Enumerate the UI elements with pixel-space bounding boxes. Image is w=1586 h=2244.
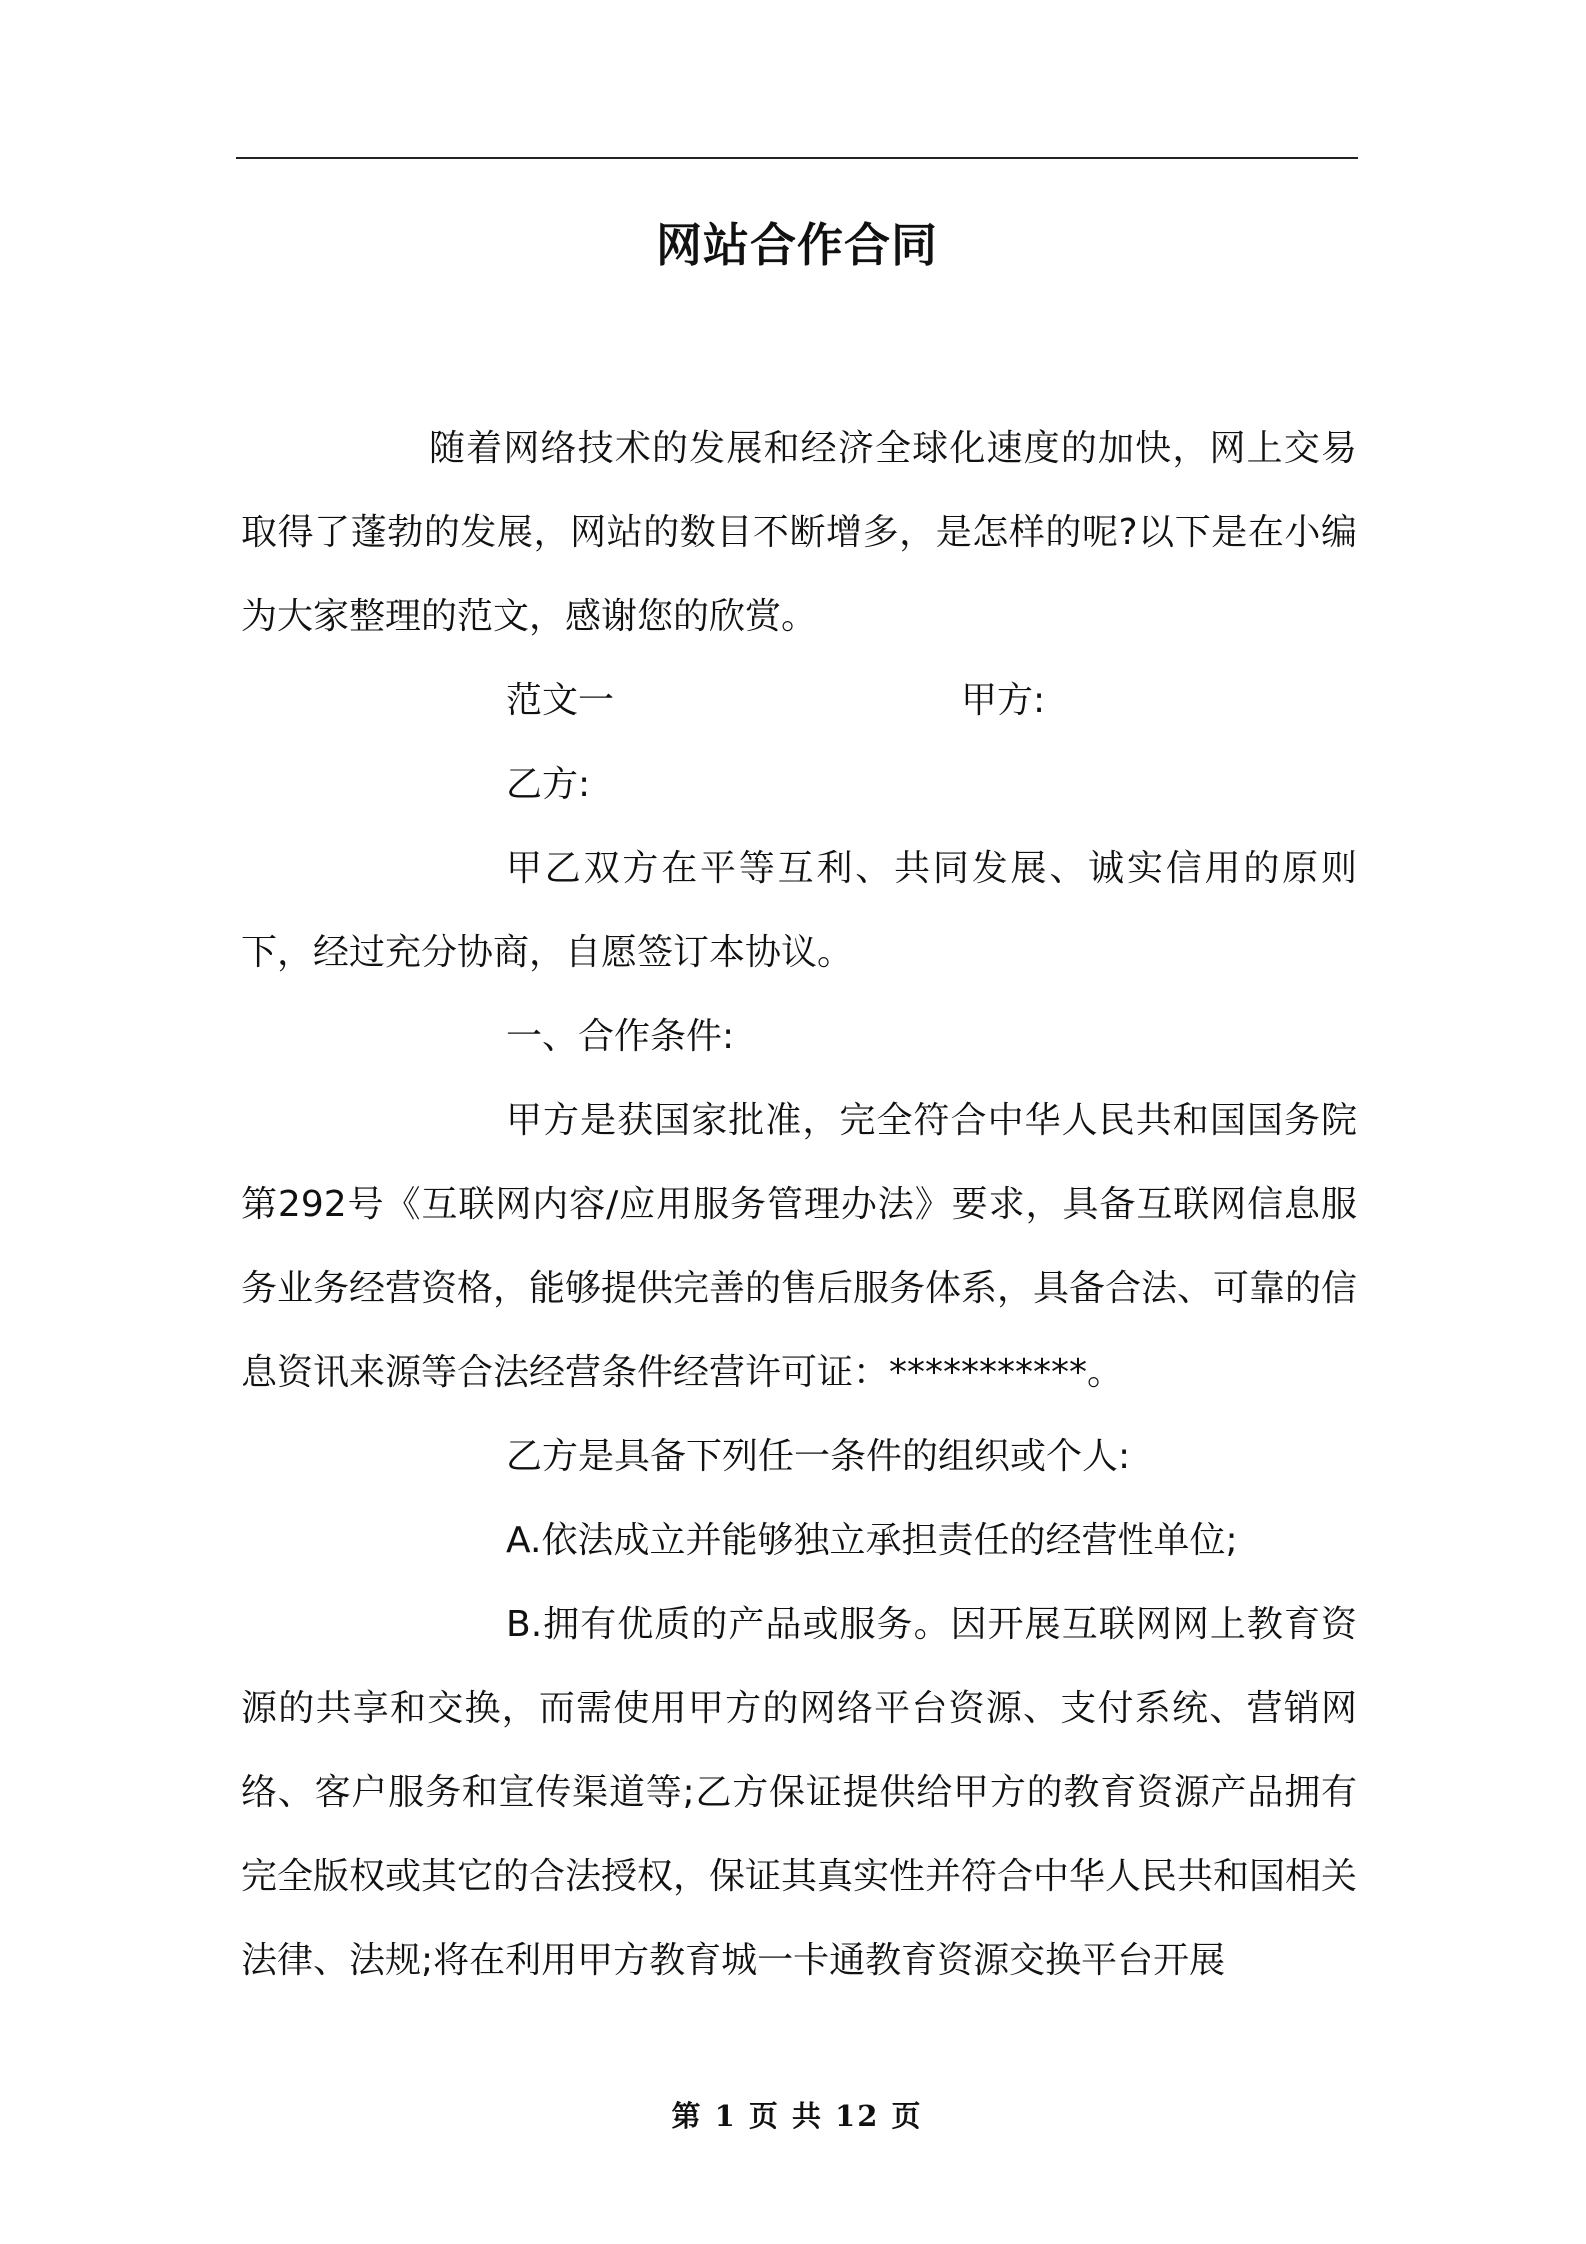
party-a-conditions-paragraph: 甲方是获国家批准，完全符合中华人民共和国国务院第292号《互联网内容/应用服务管理办法》要求，具备互联网信息服务业务经营资格，能够提供完善的售后服务体系，具备合法、可靠的信息资讯来源等合法经营条件经营许可证：***********。 bbox=[241, 1100, 1358, 1393]
document-body bbox=[241, 407, 1357, 2003]
document-title: 网站合作合同 bbox=[656, 218, 938, 272]
page-footer: 第 1 页 共 12 页 bbox=[671, 2099, 923, 2133]
intro-paragraph: 随着网络技术的发展和经济全球化速度的加快，网上交易取得了蓬勃的发展，网站的数目不断增多，是怎样的呢?以下是在小编为大家整理的范文，感谢您的欣赏。 bbox=[241, 428, 1357, 637]
agreement-paragraph: 甲乙双方在平等互利、共同发展、诚实信用的原则下，经过充分协商，自愿签订本协议。 bbox=[241, 848, 1357, 973]
sample-label: 范文一 bbox=[506, 680, 615, 721]
party-a-label: 甲方: bbox=[961, 680, 1046, 721]
condition-b-paragraph: B.拥有优质的产品或服务。因开展互联网网上教育资源的共享和交换，而需使用甲方的网络平台资源、支付系统、营销网络、客户服务和宣传渠道等;乙方保证提供给甲方的教育资源产品拥有完全版权或其它的合法授权，保证其真实性并符合中华人民共和国相关法律、法规;将在利用甲方教育城一卡通教育资源交换平台开展 bbox=[241, 1604, 1358, 1981]
party-b-conditions-paragraph: 乙方是具备下列任一条件的组织或个人: bbox=[506, 1436, 1131, 1477]
party-b-label: 乙方: bbox=[506, 764, 591, 805]
condition-a-paragraph: A.依法成立并能够独立承担责任的经营性单位; bbox=[506, 1520, 1238, 1561]
header-rule bbox=[236, 157, 1358, 159]
sample-party-row bbox=[241, 659, 1357, 743]
section-heading-cooperation-conditions: 一、合作条件: bbox=[506, 1016, 735, 1057]
